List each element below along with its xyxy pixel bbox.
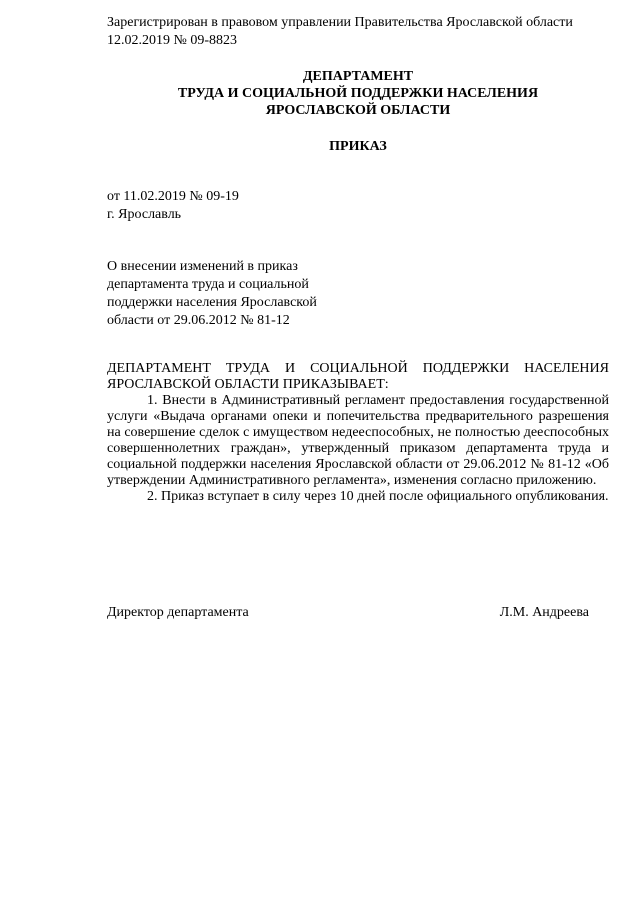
order-meta xyxy=(107,188,239,224)
department-header-line-2: ТРУДА И СОЦИАЛЬНОЙ ПОДДЕРЖКИ НАСЕЛЕНИЯ xyxy=(177,86,539,101)
registration-line-2: 12.02.2019 № 09-8823 xyxy=(107,33,238,48)
subject-line-1: О внесении изменений в приказ xyxy=(107,259,298,274)
signature-position: Директор департамента xyxy=(107,605,249,620)
order-body xyxy=(107,361,609,505)
subject-line-2: департамента труда и социальной xyxy=(107,277,309,292)
signature-block xyxy=(107,604,589,622)
department-header-line-1: ДЕПАРТАМЕНТ xyxy=(302,69,414,84)
signature-name: Л.М. Андреева xyxy=(499,605,589,620)
order-item-2: 2. Приказ вступает в силу через 10 дней после официального опубликования. xyxy=(147,489,609,504)
registration-line-1: Зарегистрирован в правовом управлении Правительства Ярославской области xyxy=(107,15,573,30)
subject-line-4: области от 29.06.2012 № 81-12 xyxy=(107,313,290,328)
order-date-number: от 11.02.2019 № 09-19 xyxy=(107,189,239,204)
department-header xyxy=(107,68,609,119)
order-preamble: ДЕПАРТАМЕНТ ТРУДА И СОЦИАЛЬНОЙ ПОДДЕРЖКИ НАСЕЛЕНИЯ ЯРОСЛАВСКОЙ ОБЛАСТИ ПРИКАЗЫВАЕТ: xyxy=(107,361,609,392)
order-subject xyxy=(107,258,347,330)
department-header-line-3: ЯРОСЛАВСКОЙ ОБЛАСТИ xyxy=(265,103,451,118)
subject-line-3: поддержки населения Ярославской xyxy=(107,295,317,310)
registration-note xyxy=(107,14,617,50)
order-item-1: 1. Внести в Административный регламент предоставления государственной услуги «Выдача органами опеки и попечительства предварительного разрешения на совершение сделок с имуществом недееспособных, не полностью дееспособных совершеннолетних граждан», утвержденный приказом департамента труда и социальной поддержки населения Ярославской области от 29.06.2012 № 81-12 «Об утверждении Административного регламента», изменения согласно приложению. xyxy=(107,393,609,488)
order-title: ПРИКАЗ xyxy=(329,139,387,154)
order-place: г. Ярославль xyxy=(107,207,182,222)
